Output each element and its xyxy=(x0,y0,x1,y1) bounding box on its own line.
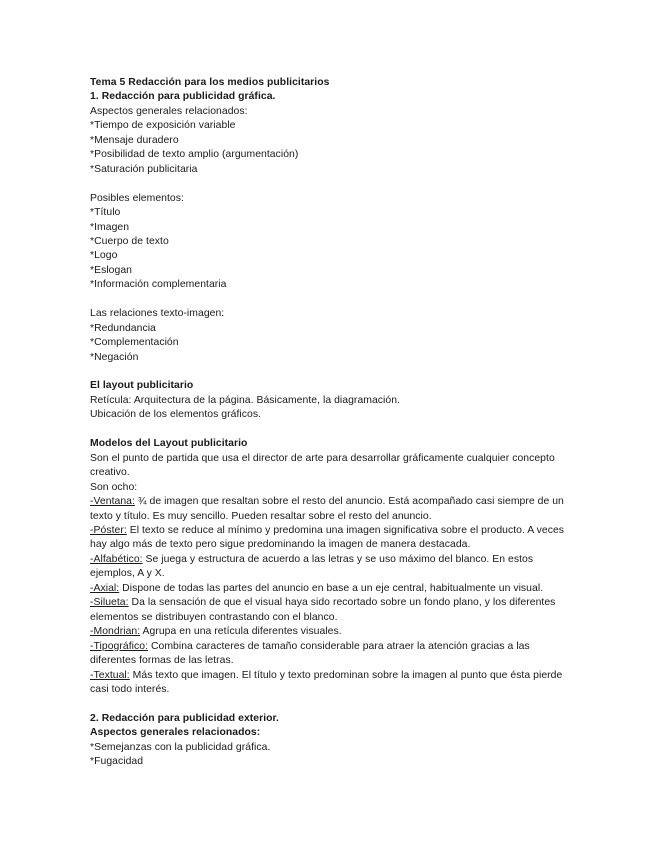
model-description: El texto se reduce al mínimo y predomina una imagen significativa sobre el producto. A veces hay algo más de texto pero sigue predominando la imagen de manera destacada. xyxy=(90,524,565,551)
list-item: *Semejanzas con la publicidad gráfica. xyxy=(90,741,271,753)
list-item: *Posibilidad de texto amplio (argumentación) xyxy=(90,149,299,161)
list-item: *Negación xyxy=(90,351,139,363)
model-term: -Ventana: xyxy=(90,496,135,508)
model-term: -Silueta: xyxy=(90,597,129,609)
list-item: *Fugacidad xyxy=(90,756,144,768)
model-term: -Alfabético: xyxy=(90,553,143,565)
model-item-mondrian xyxy=(90,625,570,639)
model-description: Combina caracteres de tamaño considerable para atraer la atención gracias a las diferentes formas de las letras. xyxy=(90,640,530,667)
layout-line: Retícula: Arquitectura de la página. Básicamente, la diagramación. xyxy=(90,394,401,406)
model-item-poster xyxy=(90,524,570,553)
model-term: -Mondrian: xyxy=(90,626,141,638)
model-term: -Axial: xyxy=(90,582,120,594)
document-page xyxy=(90,76,570,770)
spacer xyxy=(90,365,570,379)
spacer xyxy=(90,293,570,307)
list-item: *Saturación publicitaria xyxy=(90,163,198,175)
list-item: *Tiempo de exposición variable xyxy=(90,120,236,132)
model-description: Agrupa en una retícula diferentes visuales. xyxy=(140,626,342,638)
list-item: *Cuerpo de texto xyxy=(90,235,169,247)
model-description: Da la sensación de que el visual haya sido recortado sobre un fondo plano, y los diferentes elementos se distribuyen contrastando con el blanco. xyxy=(90,597,556,623)
model-description: Más texto que imagen. El título y texto predominan sobre la imagen al punto que ésta pierde casi todo interés. xyxy=(90,669,563,695)
model-item-axial xyxy=(90,582,570,596)
model-term: -Textual: xyxy=(90,669,130,681)
list-item: *Mensaje duradero xyxy=(90,134,179,146)
model-description: Dispone de todas las partes del anuncio en base a un eje central, habitualmente un visual. xyxy=(119,582,544,594)
model-item-alfabetico xyxy=(90,553,570,582)
list-item: *Información complementaria xyxy=(90,279,227,291)
elements-label: Posibles elementos: xyxy=(90,192,184,204)
layout-heading: El layout publicitario xyxy=(90,380,194,392)
model-term: -Tipográfico: xyxy=(90,640,149,652)
list-item: *Redundancia xyxy=(90,322,156,334)
list-item: *Imagen xyxy=(90,221,130,233)
model-item-tipografico xyxy=(90,640,570,669)
models-count: Son ocho: xyxy=(90,481,138,493)
layout-line: Ubicación de los elementos gráficos. xyxy=(90,409,262,421)
relations-label: Las relaciones texto-imagen: xyxy=(90,308,225,320)
model-description: ¾ de imagen que resaltan sobre el resto del anuncio. Está acompañado casi siempre de un texto y título. Es muy sencillo. Pueden resaltar sobre el resto del anuncio. xyxy=(90,496,564,522)
model-description: Se juega y estructura de acuerdo a las letras y se uso máximo del blanco. En estos ejemplos, A y X. xyxy=(90,553,534,580)
spacer xyxy=(90,697,570,711)
list-item: *Título xyxy=(90,207,121,219)
models-intro: Son el punto de partida que usa el director de arte para desarrollar gráficamente cualquier concepto creativo. xyxy=(90,452,555,479)
section2-heading: 2. Redacción para publicidad exterior. xyxy=(90,712,279,724)
list-item: *Eslogan xyxy=(90,264,132,276)
section2-aspects-label: Aspectos generales relacionados: xyxy=(90,727,261,739)
models-heading: Modelos del Layout publicitario xyxy=(90,438,248,450)
list-item: *Logo xyxy=(90,250,118,262)
model-item-ventana xyxy=(90,495,570,524)
model-item-silueta xyxy=(90,596,570,625)
model-item-textual xyxy=(90,669,570,698)
section1-aspects-label: Aspectos generales relacionados: xyxy=(90,105,248,117)
document-title: Tema 5 Redacción para los medios publicitarios xyxy=(90,77,330,88)
list-item: *Complementación xyxy=(90,337,179,349)
spacer xyxy=(90,423,570,437)
model-term: -Póster: xyxy=(90,524,127,536)
section1-heading: 1. Redacción para publicidad gráfica. xyxy=(90,91,276,103)
spacer xyxy=(90,177,570,191)
